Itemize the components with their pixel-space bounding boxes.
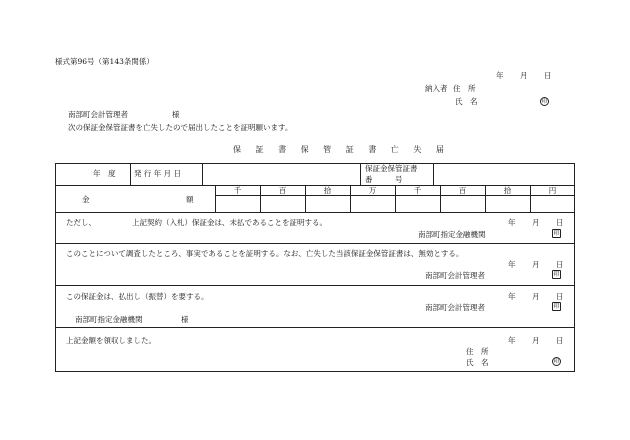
cert-number-label-top: 保証金保管証書 xyxy=(365,164,418,173)
addressee-name: 南部町会計管理者 xyxy=(68,110,128,119)
section4-seal-icon: 印 xyxy=(553,357,560,365)
fiscal-year-label: 年 度 xyxy=(93,169,116,178)
payer-label: 納入者 xyxy=(425,84,448,93)
section4-year: 年 xyxy=(508,336,516,345)
section1-day: 日 xyxy=(556,218,564,227)
section1-month: 月 xyxy=(532,218,540,227)
digit-unit: 円 xyxy=(548,186,557,195)
section3-signer: 南部町会計管理者 xyxy=(425,303,485,312)
digit-unit: 百 xyxy=(278,186,287,195)
section1-text: 上記契約（入札）保証金は、未払であることを証明する。 xyxy=(132,218,327,227)
section3-day: 日 xyxy=(556,292,564,301)
header-year: 年 xyxy=(496,71,504,80)
payer-address-label: 住 所 xyxy=(453,84,476,93)
digit-unit: 百 xyxy=(458,186,467,195)
addressee-honorific: 様 xyxy=(172,110,180,119)
section1-seal-icon: 印 xyxy=(553,229,560,237)
section2-day: 日 xyxy=(556,260,564,269)
payer-name-label: 氏 名 xyxy=(455,97,478,106)
header-month: 月 xyxy=(520,71,528,80)
section3-honorific: 様 xyxy=(181,315,189,324)
section3-addressee: 南部町指定金融機関 xyxy=(75,315,143,324)
section2-signer: 南部町会計管理者 xyxy=(425,271,485,280)
digit-unit: 万 xyxy=(368,186,377,195)
section4-address-label: 住 所 xyxy=(466,347,489,356)
issue-date-label: 発 行 年 月 日 xyxy=(134,169,182,178)
section1-signer: 南部町指定金融機関 xyxy=(418,230,486,239)
page-title: 保 証 書 保 管 証 書 亡 失 届 xyxy=(233,145,450,154)
section2-year: 年 xyxy=(508,260,516,269)
section3-seal-icon: 印 xyxy=(553,302,560,310)
section4-name-label: 氏 名 xyxy=(466,358,489,367)
section1-prefix: ただし、 xyxy=(66,218,96,227)
section1-year: 年 xyxy=(508,218,516,227)
section3-text: この保証金は、払出し（振替）を要する。 xyxy=(66,292,209,301)
digit-unit: 千 xyxy=(413,186,422,195)
digit-unit: 千 xyxy=(233,186,242,195)
digit-unit: 拾 xyxy=(503,186,512,195)
section3-year: 年 xyxy=(508,292,516,301)
section4-day: 日 xyxy=(556,336,564,345)
amount-label-right: 額 xyxy=(186,195,194,204)
section4-month: 月 xyxy=(532,336,540,345)
section4-text: 上記金額を領収しました。 xyxy=(66,336,156,345)
header-day: 日 xyxy=(544,71,552,80)
form-number: 様式第96号（第143条関係） xyxy=(55,57,154,66)
amount-label-left: 金 xyxy=(82,195,90,204)
section2-text: このことについて調査したところ、事実であることを証明する。なお、亡失した当該保証金保管証書は、無効とする。 xyxy=(66,249,464,258)
section2-month: 月 xyxy=(532,260,540,269)
cert-number-label-bottom: 番 号 xyxy=(365,175,403,184)
section3-month: 月 xyxy=(532,292,540,301)
payer-seal-icon: 印 xyxy=(541,97,548,105)
section2-seal-icon: 印 xyxy=(553,270,560,278)
request-text: 次の保証金保管証書を亡失したので届出したことを証明願います。 xyxy=(68,123,293,132)
digit-unit: 拾 xyxy=(323,186,332,195)
